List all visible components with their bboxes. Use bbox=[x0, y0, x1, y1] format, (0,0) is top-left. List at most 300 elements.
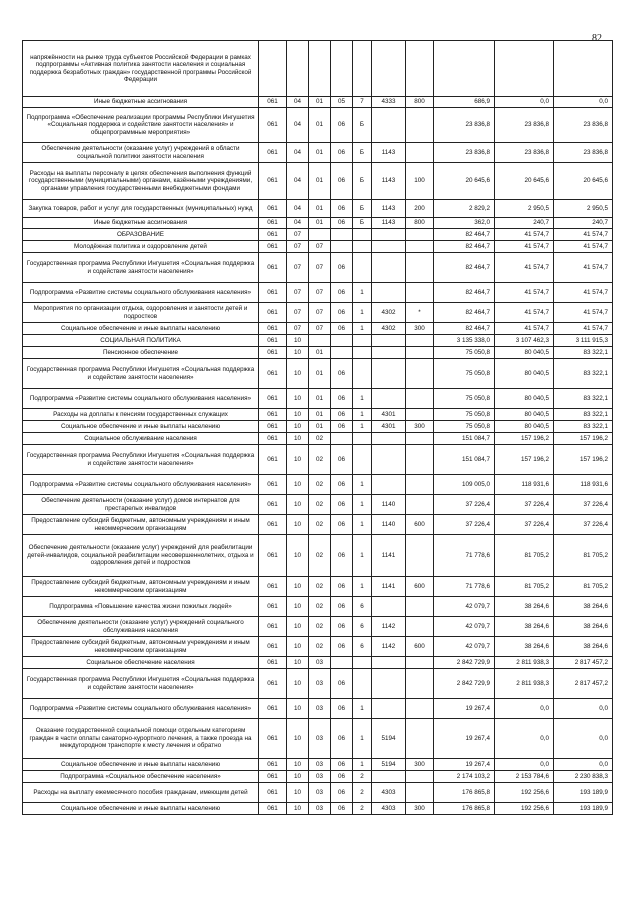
program-code-cell: 06 bbox=[331, 669, 353, 699]
row-name-cell: Социальное обслуживание населения bbox=[23, 433, 259, 445]
amount-year3-cell: 2 817 457,2 bbox=[554, 657, 613, 669]
subprogram-code-cell: 1 bbox=[353, 515, 372, 535]
row-name-cell: Социальное обеспечение и иные выплаты населению bbox=[23, 323, 259, 335]
subsection-code-cell: 03 bbox=[309, 803, 331, 815]
table-row bbox=[23, 535, 613, 577]
admin-code-cell: 061 bbox=[259, 475, 287, 495]
subprogram-code-cell: 1 bbox=[353, 323, 372, 335]
amount-year1-cell: 19 267,4 bbox=[434, 719, 495, 759]
subsection-code-cell: 07 bbox=[309, 303, 331, 323]
subprogram-code-cell: Б bbox=[353, 163, 372, 200]
direction-code-cell bbox=[372, 699, 406, 719]
amount-year1-cell: 37 226,4 bbox=[434, 515, 495, 535]
row-name-cell: Предоставление субсидий бюджетным, автономным учреждениям и иным некоммерческим организациям bbox=[23, 577, 259, 597]
subsection-code-cell: 03 bbox=[309, 759, 331, 771]
table-row bbox=[23, 409, 613, 421]
amount-year3-cell: 83 322,1 bbox=[554, 359, 613, 389]
table-row bbox=[23, 475, 613, 495]
amount-year1-cell: 75 050,8 bbox=[434, 359, 495, 389]
table-row bbox=[23, 389, 613, 409]
amount-year2-cell: 41 574,7 bbox=[495, 303, 554, 323]
table-row bbox=[23, 657, 613, 669]
program-code-cell: 06 bbox=[331, 495, 353, 515]
amount-year2-cell: 41 574,7 bbox=[495, 323, 554, 335]
section-code-cell: 10 bbox=[287, 535, 309, 577]
section-code-cell: 10 bbox=[287, 669, 309, 699]
subprogram-code-cell: 1 bbox=[353, 535, 372, 577]
admin-code-cell: 061 bbox=[259, 597, 287, 617]
subsection-code-cell: 01 bbox=[309, 143, 331, 163]
program-code-cell: 06 bbox=[331, 783, 353, 803]
program-code-cell: 06 bbox=[331, 253, 353, 283]
subsection-code-cell: 01 bbox=[309, 218, 331, 229]
section-code-cell: 10 bbox=[287, 421, 309, 433]
table-row bbox=[23, 719, 613, 759]
row-name-cell: Подпрограмма «Повышение качества жизни пожилых людей» bbox=[23, 597, 259, 617]
amount-year2-cell: 157 196,2 bbox=[495, 433, 554, 445]
subprogram-code-cell: 1 bbox=[353, 495, 372, 515]
direction-code-cell bbox=[372, 771, 406, 783]
amount-year3-cell bbox=[554, 41, 613, 97]
table-row bbox=[23, 97, 613, 108]
subprogram-code-cell bbox=[353, 241, 372, 253]
subprogram-code-cell: 1 bbox=[353, 577, 372, 597]
amount-year3-cell: 157 196,2 bbox=[554, 433, 613, 445]
amount-year3-cell: 41 574,7 bbox=[554, 253, 613, 283]
expense-type-cell: 600 bbox=[406, 577, 434, 597]
subsection-code-cell: 02 bbox=[309, 617, 331, 637]
admin-code-cell: 061 bbox=[259, 359, 287, 389]
row-name-cell: Обеспечение деятельности (оказание услуг) учреждений для реабилитации детей-инвалидов, социальной реабилитации несовершеннолетних, отдыха и оздоровления детей и подростков bbox=[23, 535, 259, 577]
subprogram-code-cell: 2 bbox=[353, 783, 372, 803]
subsection-code-cell: 02 bbox=[309, 577, 331, 597]
table-row bbox=[23, 771, 613, 783]
program-code-cell: 06 bbox=[331, 323, 353, 335]
amount-year1-cell: 23 836,8 bbox=[434, 108, 495, 143]
admin-code-cell: 061 bbox=[259, 200, 287, 218]
table-row bbox=[23, 323, 613, 335]
admin-code-cell: 061 bbox=[259, 389, 287, 409]
amount-year1-cell: 2 842 729,9 bbox=[434, 669, 495, 699]
expense-type-cell bbox=[406, 617, 434, 637]
direction-code-cell: 1140 bbox=[372, 495, 406, 515]
amount-year2-cell: 3 107 462,3 bbox=[495, 335, 554, 347]
section-code-cell: 10 bbox=[287, 597, 309, 617]
amount-year1-cell: 176 865,8 bbox=[434, 783, 495, 803]
amount-year1-cell: 82 464,7 bbox=[434, 303, 495, 323]
direction-code-cell: 1143 bbox=[372, 218, 406, 229]
amount-year3-cell: 37 226,4 bbox=[554, 515, 613, 535]
section-code-cell: 04 bbox=[287, 218, 309, 229]
subprogram-code-cell: Б bbox=[353, 108, 372, 143]
subsection-code-cell: 03 bbox=[309, 699, 331, 719]
direction-code-cell bbox=[372, 445, 406, 475]
amount-year2-cell: 80 040,5 bbox=[495, 409, 554, 421]
amount-year3-cell: 2 817 457,2 bbox=[554, 669, 613, 699]
amount-year3-cell: 0,0 bbox=[554, 97, 613, 108]
row-name-cell: Расходы на выплаты персоналу в целях обеспечения выполнения функций государственными (муниципальными) органами, казёнными учреждениями, органами управления государственными внебюджетными фондами bbox=[23, 163, 259, 200]
row-name-cell: Социальное обеспечение населения bbox=[23, 657, 259, 669]
budget-table-body bbox=[23, 41, 613, 815]
subsection-code-cell: 07 bbox=[309, 283, 331, 303]
amount-year2-cell: 2 950,5 bbox=[495, 200, 554, 218]
expense-type-cell bbox=[406, 347, 434, 359]
expense-type-cell bbox=[406, 143, 434, 163]
section-code-cell: 07 bbox=[287, 303, 309, 323]
expense-type-cell bbox=[406, 699, 434, 719]
section-code-cell: 04 bbox=[287, 143, 309, 163]
expense-type-cell bbox=[406, 535, 434, 577]
row-name-cell: Подпрограмма «Развитие системы социального обслуживания населения» bbox=[23, 699, 259, 719]
row-name-cell: Государственная программа Республики Ингушетия «Социальная поддержка и содействие занятости населения» bbox=[23, 669, 259, 699]
page-number: 82 bbox=[592, 33, 602, 44]
expense-type-cell bbox=[406, 41, 434, 97]
amount-year3-cell: 157 196,2 bbox=[554, 445, 613, 475]
amount-year1-cell: 71 778,6 bbox=[434, 535, 495, 577]
program-code-cell: 06 bbox=[331, 803, 353, 815]
admin-code-cell: 061 bbox=[259, 535, 287, 577]
direction-code-cell: 4303 bbox=[372, 783, 406, 803]
direction-code-cell bbox=[372, 597, 406, 617]
table-row bbox=[23, 229, 613, 241]
section-code-cell: 04 bbox=[287, 163, 309, 200]
amount-year2-cell: 41 574,7 bbox=[495, 241, 554, 253]
admin-code-cell: 061 bbox=[259, 669, 287, 699]
amount-year1-cell: 2 829,2 bbox=[434, 200, 495, 218]
expense-type-cell: * bbox=[406, 303, 434, 323]
subprogram-code-cell: 1 bbox=[353, 303, 372, 323]
program-code-cell bbox=[331, 347, 353, 359]
amount-year3-cell: 3 111 915,3 bbox=[554, 335, 613, 347]
row-name-cell: Обеспечение деятельности (оказание услуг) домов интернатов для престарелых инвалидов bbox=[23, 495, 259, 515]
amount-year1-cell: 20 645,6 bbox=[434, 163, 495, 200]
amount-year3-cell: 38 264,6 bbox=[554, 617, 613, 637]
admin-code-cell: 061 bbox=[259, 657, 287, 669]
section-code-cell: 10 bbox=[287, 783, 309, 803]
subsection-code-cell: 02 bbox=[309, 445, 331, 475]
admin-code-cell: 061 bbox=[259, 783, 287, 803]
program-code-cell: 06 bbox=[331, 108, 353, 143]
direction-code-cell bbox=[372, 241, 406, 253]
table-row bbox=[23, 597, 613, 617]
amount-year3-cell: 83 322,1 bbox=[554, 389, 613, 409]
subprogram-code-cell: Б bbox=[353, 200, 372, 218]
amount-year1-cell: 176 865,8 bbox=[434, 803, 495, 815]
section-code-cell: 07 bbox=[287, 253, 309, 283]
amount-year2-cell: 192 256,6 bbox=[495, 803, 554, 815]
subsection-code-cell bbox=[309, 41, 331, 97]
program-code-cell: 06 bbox=[331, 200, 353, 218]
subsection-code-cell: 02 bbox=[309, 475, 331, 495]
row-name-cell: Иные бюджетные ассигнования bbox=[23, 97, 259, 108]
row-name-cell: Иные бюджетные ассигнования bbox=[23, 218, 259, 229]
subsection-code-cell: 07 bbox=[309, 241, 331, 253]
expense-type-cell bbox=[406, 783, 434, 803]
amount-year3-cell: 81 705,2 bbox=[554, 577, 613, 597]
subsection-code-cell: 02 bbox=[309, 637, 331, 657]
row-name-cell: Социальное обеспечение и иные выплаты населению bbox=[23, 759, 259, 771]
table-row bbox=[23, 143, 613, 163]
table-row bbox=[23, 803, 613, 815]
subsection-code-cell: 01 bbox=[309, 97, 331, 108]
section-code-cell: 10 bbox=[287, 771, 309, 783]
amount-year2-cell: 81 705,2 bbox=[495, 577, 554, 597]
direction-code-cell: 1142 bbox=[372, 637, 406, 657]
amount-year1-cell: 2 842 729,9 bbox=[434, 657, 495, 669]
amount-year3-cell: 41 574,7 bbox=[554, 229, 613, 241]
direction-code-cell: 5194 bbox=[372, 759, 406, 771]
table-row bbox=[23, 163, 613, 200]
subprogram-code-cell bbox=[353, 253, 372, 283]
row-name-cell: Государственная программа Республики Ингушетия «Социальная поддержка и содействие занятости населения» bbox=[23, 253, 259, 283]
subprogram-code-cell bbox=[353, 41, 372, 97]
program-code-cell: 06 bbox=[331, 771, 353, 783]
section-code-cell bbox=[287, 41, 309, 97]
amount-year3-cell: 83 322,1 bbox=[554, 409, 613, 421]
table-row bbox=[23, 41, 613, 97]
direction-code-cell: 4302 bbox=[372, 303, 406, 323]
amount-year2-cell: 37 226,4 bbox=[495, 495, 554, 515]
amount-year2-cell: 240,7 bbox=[495, 218, 554, 229]
direction-code-cell bbox=[372, 389, 406, 409]
admin-code-cell: 061 bbox=[259, 229, 287, 241]
amount-year1-cell: 75 050,8 bbox=[434, 409, 495, 421]
amount-year2-cell: 37 226,4 bbox=[495, 515, 554, 535]
direction-code-cell: 4302 bbox=[372, 323, 406, 335]
program-code-cell: 06 bbox=[331, 303, 353, 323]
expense-type-cell: 300 bbox=[406, 803, 434, 815]
subsection-code-cell: 01 bbox=[309, 108, 331, 143]
subsection-code-cell: 02 bbox=[309, 535, 331, 577]
subsection-code-cell: 01 bbox=[309, 200, 331, 218]
amount-year3-cell: 41 574,7 bbox=[554, 283, 613, 303]
subprogram-code-cell: 2 bbox=[353, 803, 372, 815]
row-name-cell: Подпрограмма «Социальное обеспечение населения» bbox=[23, 771, 259, 783]
amount-year3-cell: 0,0 bbox=[554, 719, 613, 759]
admin-code-cell: 061 bbox=[259, 803, 287, 815]
subsection-code-cell bbox=[309, 335, 331, 347]
program-code-cell bbox=[331, 335, 353, 347]
amount-year2-cell: 157 196,2 bbox=[495, 445, 554, 475]
amount-year1-cell: 37 226,4 bbox=[434, 495, 495, 515]
subprogram-code-cell: 1 bbox=[353, 475, 372, 495]
expense-type-cell bbox=[406, 283, 434, 303]
amount-year3-cell: 2 230 838,3 bbox=[554, 771, 613, 783]
budget-table bbox=[22, 40, 613, 815]
subprogram-code-cell: 1 bbox=[353, 699, 372, 719]
amount-year2-cell: 81 705,2 bbox=[495, 535, 554, 577]
amount-year2-cell: 0,0 bbox=[495, 719, 554, 759]
subprogram-code-cell: 2 bbox=[353, 771, 372, 783]
direction-code-cell: 1142 bbox=[372, 617, 406, 637]
subprogram-code-cell: 6 bbox=[353, 617, 372, 637]
table-row bbox=[23, 253, 613, 283]
expense-type-cell: 300 bbox=[406, 759, 434, 771]
admin-code-cell: 061 bbox=[259, 445, 287, 475]
subsection-code-cell: 02 bbox=[309, 433, 331, 445]
subprogram-code-cell bbox=[353, 359, 372, 389]
row-name-cell: Закупка товаров, работ и услуг для государственных (муниципальных) нужд bbox=[23, 200, 259, 218]
amount-year3-cell: 193 189,9 bbox=[554, 783, 613, 803]
row-name-cell: Социальное обеспечение и иные выплаты населению bbox=[23, 421, 259, 433]
amount-year2-cell: 80 040,5 bbox=[495, 421, 554, 433]
subsection-code-cell: 07 bbox=[309, 253, 331, 283]
program-code-cell: 06 bbox=[331, 445, 353, 475]
expense-type-cell bbox=[406, 771, 434, 783]
admin-code-cell: 061 bbox=[259, 771, 287, 783]
expense-type-cell bbox=[406, 229, 434, 241]
admin-code-cell: 061 bbox=[259, 617, 287, 637]
amount-year2-cell: 80 040,5 bbox=[495, 347, 554, 359]
section-code-cell: 10 bbox=[287, 515, 309, 535]
amount-year3-cell: 41 574,7 bbox=[554, 323, 613, 335]
admin-code-cell: 061 bbox=[259, 323, 287, 335]
amount-year1-cell: 151 084,7 bbox=[434, 433, 495, 445]
subprogram-code-cell bbox=[353, 433, 372, 445]
subprogram-code-cell: 1 bbox=[353, 389, 372, 409]
section-code-cell: 07 bbox=[287, 283, 309, 303]
expense-type-cell: 300 bbox=[406, 323, 434, 335]
table-row bbox=[23, 359, 613, 389]
amount-year3-cell: 41 574,7 bbox=[554, 303, 613, 323]
amount-year1-cell: 82 464,7 bbox=[434, 241, 495, 253]
subsection-code-cell: 02 bbox=[309, 515, 331, 535]
admin-code-cell: 061 bbox=[259, 577, 287, 597]
amount-year1-cell: 71 778,6 bbox=[434, 577, 495, 597]
amount-year3-cell: 23 836,8 bbox=[554, 143, 613, 163]
admin-code-cell: 061 bbox=[259, 108, 287, 143]
table-row bbox=[23, 335, 613, 347]
direction-code-cell bbox=[372, 229, 406, 241]
amount-year1-cell: 82 464,7 bbox=[434, 253, 495, 283]
amount-year2-cell: 80 040,5 bbox=[495, 359, 554, 389]
subsection-code-cell: 02 bbox=[309, 597, 331, 617]
direction-code-cell bbox=[372, 669, 406, 699]
amount-year1-cell: 75 050,8 bbox=[434, 389, 495, 409]
program-code-cell: 06 bbox=[331, 283, 353, 303]
subprogram-code-cell: 7 bbox=[353, 97, 372, 108]
row-name-cell: Подпрограмма «Развитие системы социального обслуживания населения» bbox=[23, 389, 259, 409]
row-name-cell: Подпрограмма «Развитие системы социального обслуживания населения» bbox=[23, 283, 259, 303]
amount-year1-cell bbox=[434, 41, 495, 97]
table-row bbox=[23, 347, 613, 359]
section-code-cell: 10 bbox=[287, 347, 309, 359]
amount-year1-cell: 109 005,0 bbox=[434, 475, 495, 495]
amount-year1-cell: 42 079,7 bbox=[434, 597, 495, 617]
amount-year3-cell: 83 322,1 bbox=[554, 421, 613, 433]
amount-year2-cell bbox=[495, 41, 554, 97]
program-code-cell: 06 bbox=[331, 218, 353, 229]
table-row bbox=[23, 283, 613, 303]
program-code-cell: 06 bbox=[331, 617, 353, 637]
admin-code-cell: 061 bbox=[259, 759, 287, 771]
admin-code-cell: 061 bbox=[259, 347, 287, 359]
amount-year3-cell: 0,0 bbox=[554, 759, 613, 771]
program-code-cell: 06 bbox=[331, 719, 353, 759]
subprogram-code-cell bbox=[353, 229, 372, 241]
amount-year2-cell: 0,0 bbox=[495, 97, 554, 108]
row-name-cell: Государственная программа Республики Ингушетия «Социальная поддержка и содействие занятости населения» bbox=[23, 445, 259, 475]
direction-code-cell bbox=[372, 475, 406, 495]
admin-code-cell: 061 bbox=[259, 335, 287, 347]
section-code-cell: 07 bbox=[287, 323, 309, 335]
amount-year2-cell: 0,0 bbox=[495, 699, 554, 719]
amount-year3-cell: 20 645,6 bbox=[554, 163, 613, 200]
amount-year2-cell: 2 811 938,3 bbox=[495, 657, 554, 669]
subprogram-code-cell: Б bbox=[353, 143, 372, 163]
expense-type-cell bbox=[406, 719, 434, 759]
amount-year2-cell: 41 574,7 bbox=[495, 253, 554, 283]
row-name-cell: Предоставление субсидий бюджетным, автономным учреждениям и иным некоммерческим организациям bbox=[23, 515, 259, 535]
amount-year2-cell: 23 836,8 bbox=[495, 108, 554, 143]
admin-code-cell: 061 bbox=[259, 409, 287, 421]
section-code-cell: 10 bbox=[287, 445, 309, 475]
section-code-cell: 10 bbox=[287, 699, 309, 719]
amount-year3-cell: 240,7 bbox=[554, 218, 613, 229]
subsection-code-cell: 03 bbox=[309, 771, 331, 783]
section-code-cell: 10 bbox=[287, 803, 309, 815]
direction-code-cell bbox=[372, 347, 406, 359]
section-code-cell: 04 bbox=[287, 200, 309, 218]
amount-year2-cell: 192 256,6 bbox=[495, 783, 554, 803]
subsection-code-cell: 03 bbox=[309, 783, 331, 803]
table-row bbox=[23, 699, 613, 719]
admin-code-cell: 061 bbox=[259, 143, 287, 163]
expense-type-cell bbox=[406, 409, 434, 421]
direction-code-cell bbox=[372, 657, 406, 669]
program-code-cell: 06 bbox=[331, 535, 353, 577]
row-name-cell: Государственная программа Республики Ингушетия «Социальная поддержка и содействие занятости населения» bbox=[23, 359, 259, 389]
amount-year3-cell: 0,0 bbox=[554, 699, 613, 719]
admin-code-cell: 061 bbox=[259, 283, 287, 303]
admin-code-cell: 061 bbox=[259, 253, 287, 283]
amount-year3-cell: 37 226,4 bbox=[554, 495, 613, 515]
expense-type-cell bbox=[406, 445, 434, 475]
direction-code-cell: 4301 bbox=[372, 409, 406, 421]
direction-code-cell: 1141 bbox=[372, 577, 406, 597]
table-row bbox=[23, 495, 613, 515]
section-code-cell: 10 bbox=[287, 389, 309, 409]
amount-year2-cell: 41 574,7 bbox=[495, 283, 554, 303]
program-code-cell: 06 bbox=[331, 475, 353, 495]
subprogram-code-cell bbox=[353, 445, 372, 475]
amount-year3-cell: 193 189,9 bbox=[554, 803, 613, 815]
expense-type-cell bbox=[406, 108, 434, 143]
admin-code-cell: 061 bbox=[259, 515, 287, 535]
subsection-code-cell: 03 bbox=[309, 669, 331, 699]
section-code-cell: 10 bbox=[287, 617, 309, 637]
section-code-cell: 10 bbox=[287, 433, 309, 445]
section-code-cell: 10 bbox=[287, 637, 309, 657]
expense-type-cell bbox=[406, 475, 434, 495]
amount-year3-cell: 38 264,6 bbox=[554, 637, 613, 657]
amount-year1-cell: 362,0 bbox=[434, 218, 495, 229]
section-code-cell: 10 bbox=[287, 719, 309, 759]
subsection-code-cell: 01 bbox=[309, 389, 331, 409]
amount-year1-cell: 19 267,4 bbox=[434, 699, 495, 719]
subprogram-code-cell: 1 bbox=[353, 759, 372, 771]
row-name-cell: Оказание государственной социальной помощи отдельным категориям граждан в части оплаты санаторно-курортного лечения, а также проезда на междугородном транспорте к месту лечения и обратно bbox=[23, 719, 259, 759]
expense-type-cell: 100 bbox=[406, 163, 434, 200]
amount-year1-cell: 19 267,4 bbox=[434, 759, 495, 771]
direction-code-cell: 1143 bbox=[372, 143, 406, 163]
direction-code-cell bbox=[372, 433, 406, 445]
row-name-cell: Расходы на выплату ежемесячного пособия гражданам, имеющим детей bbox=[23, 783, 259, 803]
subprogram-code-cell: 6 bbox=[353, 637, 372, 657]
amount-year1-cell: 2 174 103,2 bbox=[434, 771, 495, 783]
table-row bbox=[23, 617, 613, 637]
table-row bbox=[23, 108, 613, 143]
